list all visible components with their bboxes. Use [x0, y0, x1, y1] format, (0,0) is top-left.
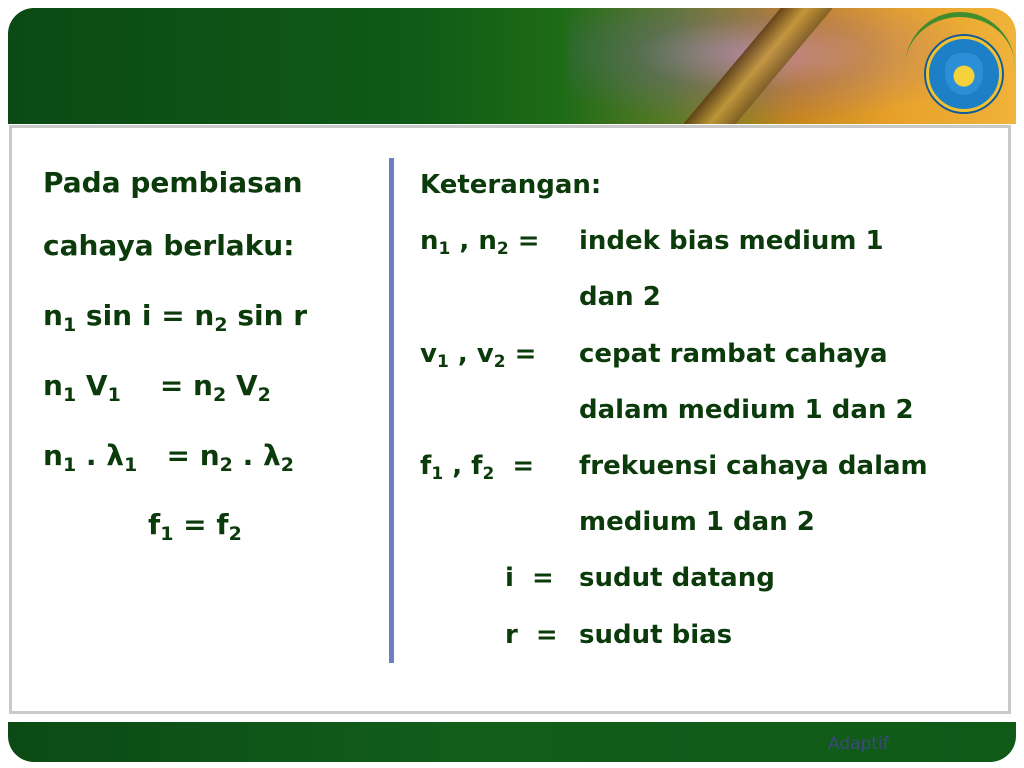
- column-divider: [389, 158, 394, 663]
- header-banner: [8, 8, 1016, 124]
- logo-emblem: [945, 53, 983, 95]
- value-r: sudut bias: [579, 620, 733, 650]
- label-f: $f_1$ , $f_2$ =: [420, 451, 535, 484]
- equation-velocity: $n_1$ $V_1$ = $n_2$ $V_2$: [43, 369, 271, 406]
- value-i: sudut datang: [579, 563, 775, 593]
- footer-label: Adaptif: [828, 734, 889, 754]
- equation-snell: $n_1$ $\sin i = n_2$ sin r: [43, 299, 308, 336]
- value-n-line1: indek bias medium 1: [579, 226, 884, 256]
- intro-line-1: Pada pembiasan: [43, 166, 303, 199]
- equation-frequency: $f_1 = f_2$: [148, 508, 242, 545]
- keterangan-heading: Keterangan:: [420, 170, 602, 200]
- label-i: i =: [505, 563, 554, 593]
- label-v: $v_1$ , $v_2$ =: [420, 339, 537, 372]
- value-f-line1: frekuensi cahaya dalam: [579, 451, 928, 481]
- value-v-line1: cepat rambat cahaya: [579, 339, 888, 369]
- label-n: $n_1$ , $n_2$ =: [420, 226, 540, 259]
- equation-wavelength: $n_1$ . $\lambda_1 = n_2$ . $\lambda_2$: [43, 439, 294, 476]
- value-f-line2: medium 1 dan 2: [579, 507, 815, 537]
- value-v-line2: dalam medium 1 dan 2: [579, 395, 914, 425]
- label-r: r =: [505, 620, 558, 650]
- value-n-line2: dan 2: [579, 282, 661, 312]
- intro-line-2: cahaya berlaku:: [43, 229, 295, 262]
- tut-wuri-handayani-logo-icon: [926, 36, 1002, 112]
